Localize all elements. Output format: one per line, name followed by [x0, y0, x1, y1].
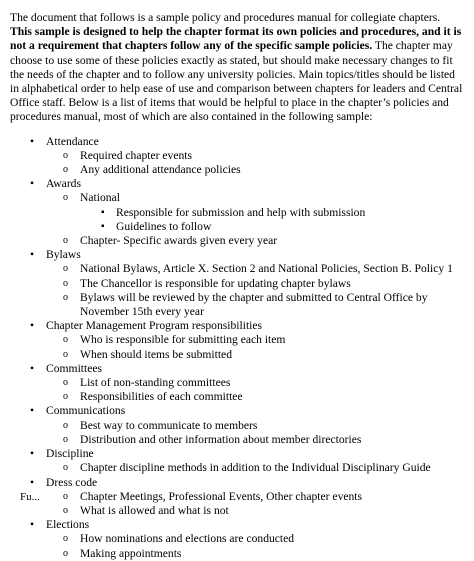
list-item: o Best way to communicate to members — [10, 419, 464, 433]
list-item: o How nominations and elections are conducted — [10, 532, 464, 546]
topics-list — [10, 135, 464, 561]
list-item: o Making appointments — [10, 547, 464, 561]
topic-chapter-management: • Chapter Management Program responsibilities — [10, 319, 464, 333]
list-item: o Bylaws will be reviewed by the chapter and submitted to Central Office by November 15th every year — [10, 291, 464, 319]
topic-committees: • Committees — [10, 362, 464, 376]
cutoff-text: Fu... — [20, 490, 40, 503]
topic-discipline: • Discipline — [10, 447, 464, 461]
list-item: o When should items be submitted — [10, 348, 464, 362]
list-item: o Chapter discipline methods in addition to the Individual Disciplinary Guide — [10, 461, 464, 475]
intro-paragraph — [10, 11, 464, 125]
intro-text-2: The chapter may choose to use some of these policies exactly as stated, but should make necessary changes to fit the needs of the chapter and to follow any university policies. Main topics/titles should be listed in alphabetical order to help ease of use and comparison between chapters for leaders and Central Office staff. Below is a list of items that would be helpful to place in the chapter’s policies and procedures manual, most of which are also contained in the following sample: — [10, 39, 463, 124]
list-item: o What is allowed and what is not — [10, 504, 464, 518]
intro-text-1: The document that follows is a sample policy and procedures manual for collegiate chapters. — [10, 11, 441, 24]
topic-elections: • Elections — [10, 518, 464, 532]
list-item: ▪ Responsible for submission and help with submission — [10, 206, 464, 220]
intro-bold-text: This sample is designed to help the chapter format its own policies and procedures, and it is not a requirement that chapters follow any of the specific sample policies. — [10, 25, 462, 53]
list-item: o Who is responsible for submitting each item — [10, 333, 464, 347]
list-item: o National — [10, 191, 464, 205]
list-item: o Any additional attendance policies — [10, 163, 464, 177]
topic-bylaws: • Bylaws — [10, 248, 464, 262]
list-item: o National Bylaws, Article X. Section 2 and National Policies, Section B. Policy 1 — [10, 262, 464, 276]
topic-attendance: • Attendance — [10, 135, 464, 149]
list-item: o Responsibilities of each committee — [10, 390, 464, 404]
list-item: o Required chapter events — [10, 149, 464, 163]
list-item: o Chapter- Specific awards given every year — [10, 234, 464, 248]
list-item: o List of non-standing committees — [10, 376, 464, 390]
list-item: ▪ Guidelines to follow — [10, 220, 464, 234]
list-item: o Distribution and other information about member directories — [10, 433, 464, 447]
topic-awards: • Awards — [10, 177, 464, 191]
topic-dress-code: • Dress code — [10, 476, 464, 490]
topic-communications: • Communications — [10, 404, 464, 418]
list-item: o The Chancellor is responsible for updating chapter bylaws — [10, 277, 464, 291]
list-item: o Chapter Meetings, Professional Events, Other chapter events — [10, 490, 464, 504]
